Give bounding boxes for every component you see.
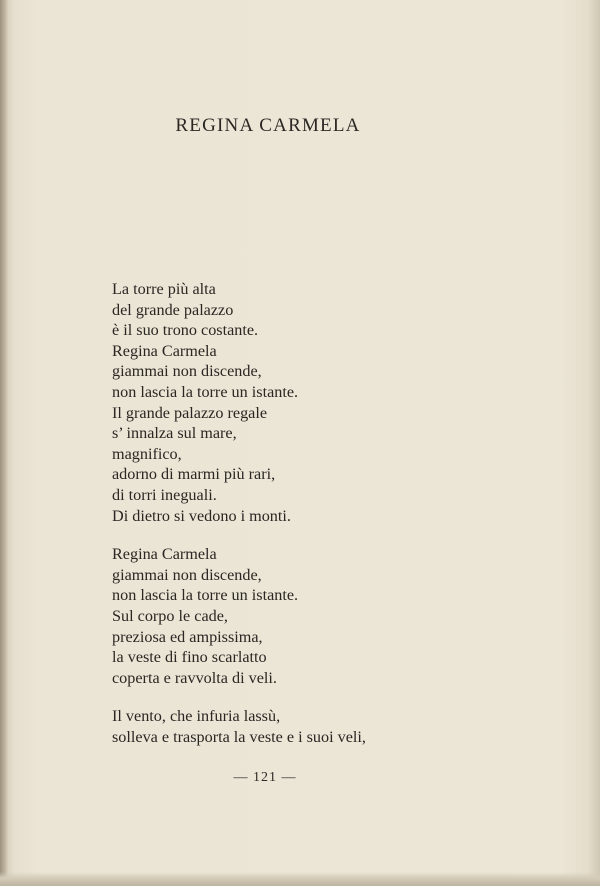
page-number: — 121 —	[233, 770, 297, 785]
poem-line: giammai non discende,	[112, 565, 262, 584]
stanza-3	[112, 706, 552, 747]
poem-line: coperta e ravvolta di veli.	[112, 668, 277, 687]
poem-line: giammai non discende,	[112, 362, 262, 381]
poem-line: adorno di marmi più rari,	[112, 465, 276, 484]
poem-line: di torri ineguali.	[112, 485, 217, 504]
poem-line: non lascia la torre un istante.	[112, 586, 299, 605]
poem-line: La torre più alta	[112, 280, 216, 298]
poem-line: s’ innalza sul mare,	[112, 424, 237, 443]
page-bottom-edge	[0, 872, 600, 886]
poem-line: Il vento, che infuria lassù,	[112, 707, 281, 726]
poem-line: magnifico,	[112, 444, 182, 463]
poem-line: la veste di fino scarlatto	[112, 648, 267, 667]
poem-line: preziosa ed ampissima,	[112, 627, 263, 646]
stanza-1	[112, 279, 552, 526]
poem-line: non lascia la torre un istante.	[112, 382, 299, 401]
poem-title: REGINA CARMELA	[175, 115, 361, 136]
poem-line: Regina Carmela	[112, 341, 217, 360]
poem-line: del grande palazzo	[112, 300, 234, 319]
poem-line: Di dietro si vedono i monti.	[112, 506, 291, 525]
poem-line: Sul corpo le cade,	[112, 606, 228, 625]
poem-line: è il suo trono costante.	[112, 321, 259, 340]
poem-line: Regina Carmela	[112, 545, 217, 564]
stanza-2	[112, 544, 552, 688]
poem-line: solleva e trasporta la veste e i suoi veli,	[112, 727, 366, 746]
poem-body	[112, 279, 552, 765]
poem-line: Il grande palazzo regale	[112, 403, 268, 422]
